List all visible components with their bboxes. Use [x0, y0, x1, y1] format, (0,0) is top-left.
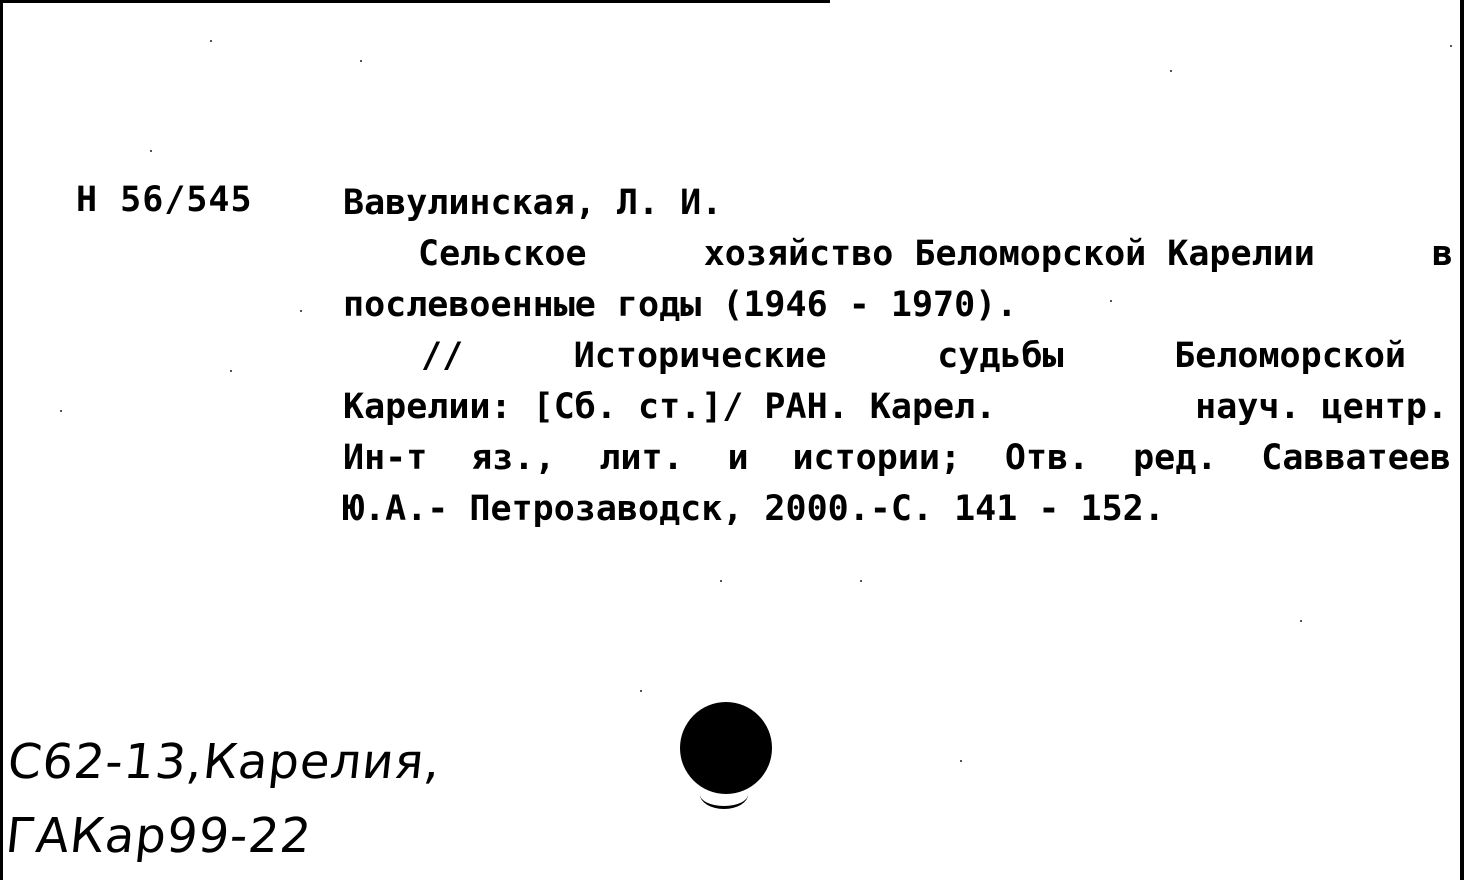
- title-word: науч. центр.: [1195, 387, 1448, 427]
- title-word: Ин-т: [343, 438, 428, 478]
- card-top-edge: [0, 0, 830, 3]
- bibliographic-entry: [343, 178, 1453, 535]
- author-line: Вавулинская, Л. И.: [343, 183, 723, 223]
- title-word: яз.,: [471, 438, 556, 478]
- handwritten-inventory: ГАКар99-22: [3, 808, 315, 864]
- title-line-2: послевоенные годы (1946 - 1970).: [343, 285, 1018, 325]
- title-word: и: [727, 438, 749, 478]
- title-word: Савватеев: [1261, 438, 1451, 478]
- title-word: Карелии: [Сб. ст.]/ РАН. Карел.: [343, 387, 997, 427]
- title-word: судьбы: [937, 336, 1064, 376]
- title-word: Исторические: [573, 336, 827, 376]
- title-word: хозяйство Беломорской Карелии: [703, 234, 1315, 274]
- title-line-4: [343, 382, 1448, 433]
- call-number: Н 56/545: [76, 180, 253, 220]
- title-word: ред.: [1133, 438, 1218, 478]
- title-line-6: Ю.А.- Петрозаводск, 2000.-С. 141 - 152.: [343, 489, 1165, 529]
- title-word: в: [1431, 234, 1453, 274]
- title-word: Отв.: [1004, 438, 1090, 478]
- title-word: //: [421, 336, 464, 376]
- punch-hole-shadow: [700, 780, 748, 809]
- title-word: Беломорской: [1174, 336, 1406, 376]
- handwritten-classification: С62-13,Карелия,: [5, 734, 444, 790]
- title-word: истории;: [792, 438, 962, 478]
- title-line-3: [343, 331, 1406, 382]
- title-line-5: [343, 433, 1451, 484]
- title-word: лит.: [599, 438, 684, 478]
- title-word: Сельское: [418, 234, 587, 274]
- card-left-edge: [0, 0, 3, 880]
- card-right-edge: [1460, 0, 1464, 880]
- title-line-1: [343, 229, 1453, 280]
